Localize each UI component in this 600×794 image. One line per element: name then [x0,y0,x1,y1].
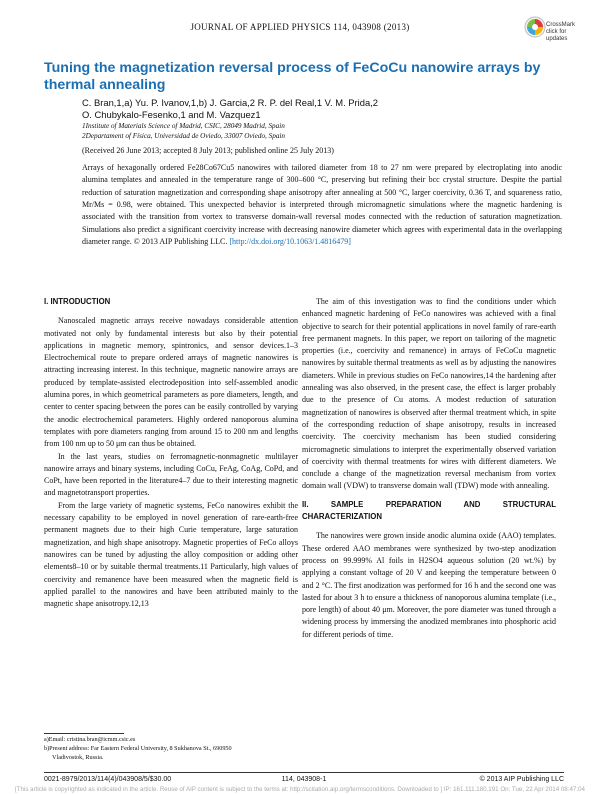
authors-line-1: C. Bran,1,a) Yu. P. Ivanov,1,b) J. Garcia,2 R. P. del Real,1 V. M. Prida,2 [82,97,378,108]
intro-paragraph-2: In the last years, studies on ferromagnetic-nonmagnetic multilayer nanowire arrays and binary systems, including CoCu, FeAg, CoAg, CoPd, and CoPt, have been reported in the literature4–7 due to their interesting magnetic and magnetotransport properties. [44,451,298,498]
download-watermark: [This article is copyrighted as indicated in the article. Reuse of AIP content is subject to the terms at: http://scitation.aip.org/termsconditions. Downloaded to ] IP: 161.111.180.191 On: Tue, 22 Apr 2014 08:47:04 [15,786,585,793]
intro-paragraph-3: From the large variety of magnetic systems, FeCo nanowires exhibit the necessary capability to be employed in novel generation of rare-earth-free permanent magnets due to their high Curie temperature, large saturation magnetization, and high shape anisotropy. Magnetic properties of FeCo alloys nanowires can be tuned by adjusting the alloy composition or adding other elements8–10 or by suitable thermal treatments.11 Particularly, high values of coercivity and remanence have been measured when the magnetic field is applied parallel to the nanowires and have been attributed mainly to the magnetic shape anisotropy.12,13 [44,500,298,609]
intro-paragraph-1: Nanoscaled magnetic arrays receive nowadays considerable attention motivated not only by fundamental interests but also by their potential applications in magnetic memory, spintronics, and sensor devices.1–3 Electrochemical route to prepare ordered arrays of magnetic nanowires is attracting increasing interest. In this technique, magnetic nanowire arrays are produced by template-assisted electrodeposition into self-assembled anodic alumina pores, in which geometrical parameters as pore diameters, length, and center to center spacing between the pores can be easily controlled by varying the anodic electrochemical parameters. Highly ordered nanoporous alumina templates with pore diameters ranging from around 15 to 200 nm and lengths from 100 nm up to 50 μm can thus be obtained. [44,316,298,449]
affiliation-1: 1Institute of Materials Science of Madrid, CSIC, 28049 Madrid, Spain [82,122,285,130]
crossmark-sublabel: click for updates [546,29,568,42]
sample-paragraph-1: The nanowires were grown inside anodic alumina oxide (AAO) templates. These ordered AAO membranes were synthesized by two-step anodization process on 99.999% Al foils in H2SO4 aqueous solution (20 wt.%) by applying a constant voltage of 20 V and keeping the temperature between 0 and 2 °C. The first anodization was performed for 16 h and the second one was lasted for about 3 h to ensure a thickness of nanoporous alumina template (i.e., pore length) of about 40 μm. Moreover, the pore diameter was tuned through a widening process by immersing the anodized membranes into phosphoric acid for different periods of time. [302,531,556,639]
crossmark-logo[interactable] [524,14,584,48]
section-heading-sample-preparation: II. SAMPLE PREPARATION AND STRUCTURAL CHARACTERIZATION [302,499,556,522]
right-column [302,296,556,641]
footer-copyright: © 2013 AIP Publishing LLC [479,776,564,783]
footnote-email: a)Email: cristina.bran@icmm.csic.es [44,736,136,743]
affiliation-2: 2Departament of Física, Universidad de Oviedo, 33007 Oviedo, Spain [82,131,286,140]
abstract [82,162,562,248]
paper-title: Tuning the magnetization reversal process of FeCoCu nanowire arrays by thermal annealing [44,60,541,93]
crossmark-icon [524,16,546,38]
doi-link[interactable]: [http://dx.doi.org/10.1063/1.4816479] [229,237,351,247]
crossmark-label: CrossMark [546,22,576,28]
affiliations [82,122,562,141]
footer-divider [44,772,564,773]
left-column [44,296,298,610]
abstract-text: Arrays of hexagonally ordered Fe28Co67Cu5 nanowires with tailored diameter from 18 to 27 nm were prepared by electroplating into anodic alumina templates and annealed in the temperature range of 300–600 °C, preserving but refining their bcc crystal structure. Despite the partial reduction of saturation magnetization and corresponding shape anisotropy after annealing at 500 °C, larger coercivity, 0.36 T, and squareness ratio, Mr/Ms = 0.98, were obtained. This unexpected behavior is interpreted through micromagnetic simulations where the magnetic hardening is associated with the transition from vortex to transverse domain-wall reversal modes connected with the reduction of saturation magnetization. Simulations also predict a significant coercivity increase with decreasing nanowire diameter which agrees with experimental data in the overlapping diameter range. © 2013 AIP Publishing LLC. [82,163,562,247]
author-list [82,97,562,121]
footer-issn: 0021-8979/2013/114(4)/043908/5/$30.00 [44,776,172,783]
footnote-divider [44,733,124,734]
received-dates: (Received 26 June 2013; accepted 8 July 2013; published online 25 July 2013) [82,146,334,155]
footnote-address: b)Present address: Far Eastern Federal University, 8 Sukhanova St., 690950 [44,744,232,752]
footnote-address-cont: Vladivostok, Russia. [52,753,104,761]
footer-page-number: 114, 043908-1 [281,776,327,783]
intro-paragraph-4: The aim of this investigation was to find the conditions under which enhanced magnetic hardening of FeCo nanowires was achieved with a final objective to search for their potential applications in novel family of rare-earth free permanent magnets. In this paper, we report on tailoring of the magnetic properties (i.e., coercivity and remanence) in arrays of FeCoCu magnetic nanowires by suitable thermal treatments as well as by adjusting the nanowires diameters. While in previous studies on FeCo nanowires,14 the hardening after annealing was also observed, in the present case, the effect is larger probably due to the presence of Cu atoms. A modest reduction of saturation magnetization of nanowires is observed after thermal treatment which, in spite of the corresponding reduction of shape anisotropy, results in increased coercivity. The coercivity mechanism has been studied considering micromagnetic simulations to interpret the experimentally observed variation of coercivity with thermal treatments for wires with different diameters. We conclude a change of the magnetization reversal mechanism from vortex domain wall (VDW) to transverse domain wall (TDW) mode with annealing. [302,297,556,491]
footnotes [44,736,298,762]
authors-line-2: O. Chubykalo-Fesenko,1 and M. Vazquez1 [82,109,261,120]
section-heading-introduction: I. INTRODUCTION [44,297,111,306]
journal-header: JOURNAL OF APPLIED PHYSICS 114, 043908 (2013) [190,22,410,32]
